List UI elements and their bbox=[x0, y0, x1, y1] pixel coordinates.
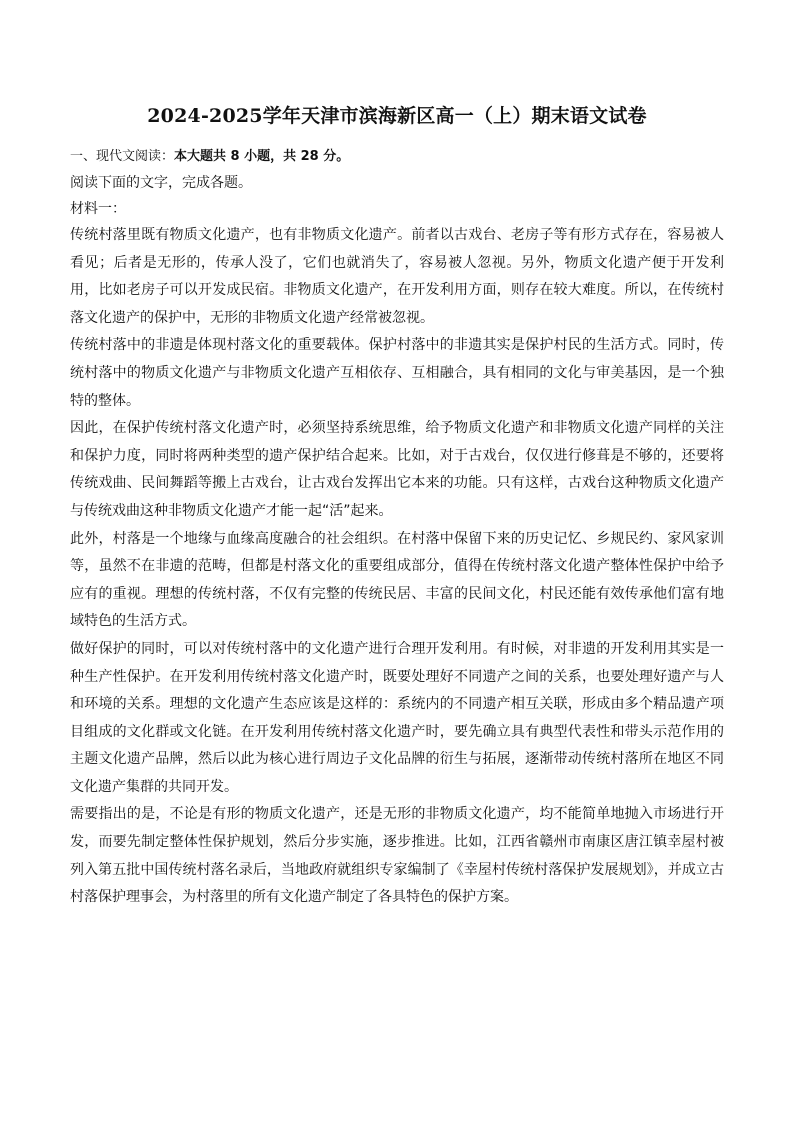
material-paragraph: 因此，在保护传统村落文化遗产时，必须坚持系统思维，给予物质文化遗产和非物质文化遗产同样的关注和保护力度，同时将两种类型的遗产保护结合起来。比如，对于古戏台，仅仅进行修葺是不够的，还要将传统戏曲、民间舞蹈等搬上古戏台，让古戏台发挥出它本来的功能。只有这样，古戏台这种物质文化遗产与传统戏曲这种非物质文化遗产才能一起“活”起来。 bbox=[70, 420, 724, 519]
material-paragraph: 传统村落里既有物质文化遗产，也有非物质文化遗产。前者以古戏台、老房子等有形方式存在，容易被人看见；后者是无形的，传承人没了，它们也就消失了，容易被人忽视。另外，物质文化遗产便于开发利用，比如老房子可以开发成民宿。非物质文化遗产，在开发利用方面，则存在较大难度。所以，在传统村落文化遗产的保护中，无形的非物质文化遗产经常被忽视。 bbox=[70, 227, 724, 326]
exam-page bbox=[70, 100, 724, 912]
material-label: 材料一： bbox=[70, 201, 126, 217]
section-detail: 本大题共 8 小题，共 28 分。 bbox=[174, 149, 350, 164]
material-paragraph: 此外，村落是一个地缘与血缘高度融合的社会组织。在村落中保留下来的历史记忆、乡规民约、家风家训等，虽然不在非遗的范畴，但都是村落文化的重要组成部分，值得在传统村落文化遗产整体性保护中给予应有的重视。理想的传统村落，不仅有完整的传统民居、丰富的民间文化，村民还能有效传承他们富有地域特色的生活方式。 bbox=[70, 530, 724, 630]
section-prefix: 一、现代文阅读： bbox=[70, 149, 175, 164]
reading-instruction: 阅读下面的文字，完成各题。 bbox=[70, 175, 252, 191]
material-paragraph: 做好保护的同时，可以对传统村落中的文化遗产进行合理开发利用。有时候，对非遗的开发利用其实是一种生产性保护。在开发利用传统村落文化遗产时，既要处理好不同遗产之间的关系，也要处理好遗产与人和环境的关系。理想的文化遗产生态应该是这样的：系统内的不同遗产相互关联，形成由多个精品遗产项目组成的文化群或文化链。在开发利用传统村落文化遗产时，要先确立具有典型代表性和带头示范作用的主题文化遗产品牌，然后以此为核心进行周边子文化品牌的衍生与拓展，逐渐带动传统村落所在地区不同文化遗产集群的共同开发。 bbox=[70, 640, 724, 795]
material-paragraph: 传统村落中的非遗是体现村落文化的重要载体。保护村落中的非遗其实是保护村民的生活方式。同时，传统村落中的物质文化遗产与非物质文化遗产互相依存、互相融合，具有相同的文化与审美基因，是一个独特的整体。 bbox=[70, 337, 724, 409]
material-paragraph: 需要指出的是，不论是有形的物质文化遗产，还是无形的非物质文化遗产，均不能简单地抛入市场进行开发，而要先制定整体性保护规划，然后分步实施，逐步推进。比如，江西省赣州市南康区唐江镇幸屋村被列入第五批中国传统村落名录后，当地政府就组织专家编制了《幸屋村传统村落保护发展规划》，并成立古村落保护理事会，为村落里的所有文化遗产制定了各具特色的保护方案。 bbox=[70, 806, 724, 906]
section-heading bbox=[70, 144, 724, 170]
exam-title: 2024-2025学年天津市滨海新区高一（上）期末语文试卷 bbox=[147, 105, 647, 127]
